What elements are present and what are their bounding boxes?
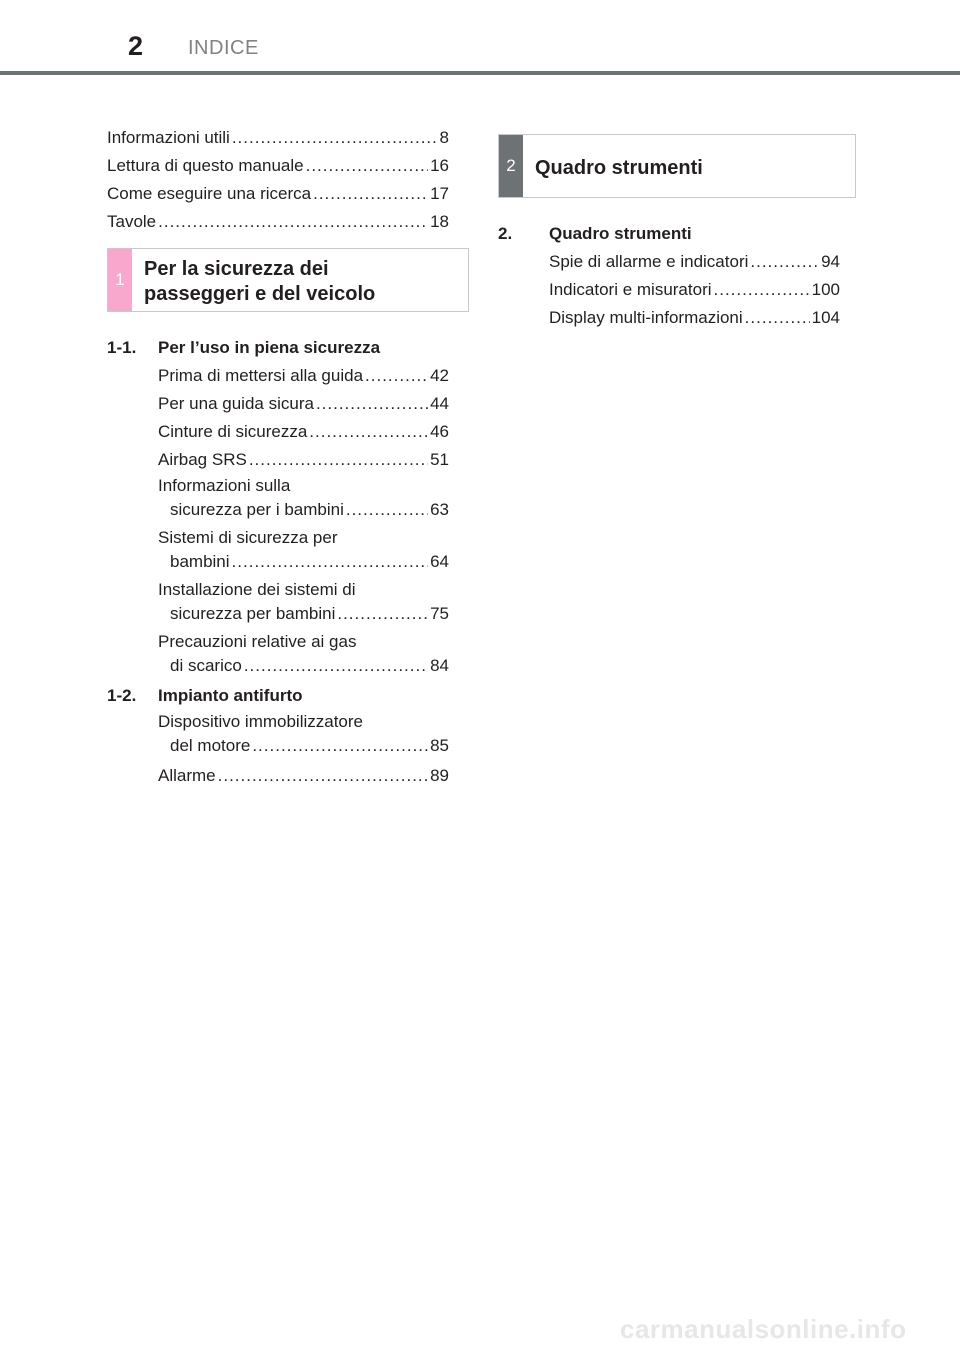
chapter-1-title-line1: Per la sicurezza dei [144,258,329,280]
toc-entry-title: Cinture di sicurezza [158,422,308,441]
leader-dots [346,498,428,522]
toc-entry-title: Informazioni utili [107,128,230,147]
page-header [0,0,960,76]
toc-entry-title: Dispositivo immobilizzatore [158,712,364,731]
toc-entry-title: Spie di allarme e indicatori [549,252,749,271]
chapter-1-tab: 1 [108,249,132,311]
chapter-2-title: Quadro strumenti [535,156,703,179]
toc-entry[interactable] [158,390,449,418]
toc-entry-page: 16 [430,156,449,175]
toc-entry[interactable] [158,418,449,446]
toc-entry[interactable] [107,124,449,152]
toc-entry[interactable] [549,304,840,332]
leader-dots [306,152,428,180]
toc-entry-title: Prima di mettersi alla guida [158,366,364,385]
section-heading[interactable] [498,220,854,248]
toc-entry-page: 100 [811,280,840,299]
chapter-2-tab: 2 [499,135,523,197]
left-column [107,124,449,790]
section-title: Quadro strumenti [549,224,692,243]
toc-entry[interactable] [158,630,449,678]
toc-entry-title: Display multi-informazioni [549,308,743,327]
toc-entry[interactable] [158,446,449,474]
toc-entry-page: 89 [430,766,449,785]
leader-dots [249,446,428,474]
leader-dots [252,734,428,758]
leader-dots [316,390,428,418]
header-divider [0,71,960,75]
toc-entry[interactable] [158,526,449,574]
toc-entry-page: 42 [430,366,449,385]
leader-dots [218,762,428,790]
section-number: 2. [498,224,513,243]
leader-dots [313,180,428,208]
toc-entry-page: 63 [430,500,449,519]
section-title: Impianto antifurto [158,686,303,705]
toc-entry-title-cont: sicurezza per i bambini [170,500,344,519]
toc-entry-title-cont: di scarico [170,656,242,675]
toc-entry-page: 85 [430,736,449,755]
leader-dots [244,654,428,678]
toc-entry[interactable] [158,578,449,626]
page-number: 2 [128,31,144,61]
toc-entry[interactable] [158,710,449,758]
toc-entry-title-cont: bambini [170,552,230,571]
leader-dots [745,304,810,332]
toc-entry-page: 8 [439,128,449,147]
toc-entry[interactable] [158,474,449,522]
section-entries [549,248,840,332]
toc-entry-title: Tavole [107,212,157,231]
toc-entry-title: Precauzioni relative ai gas [158,632,357,651]
toc-entry-page: 51 [430,450,449,469]
leader-dots [232,124,438,152]
toc-entry-page: 75 [430,604,449,623]
section-entries [158,362,449,678]
leader-dots [750,248,819,276]
right-column [498,134,854,332]
toc-entry-page: 44 [430,394,449,413]
toc-entry-page: 84 [430,656,449,675]
toc-entry-page: 94 [821,252,840,271]
toc-entry-title-cont: sicurezza per bambini [170,604,336,623]
section-heading[interactable] [107,682,449,710]
toc-entry[interactable] [158,762,449,790]
chapter-2-header[interactable] [498,134,856,198]
toc-entry[interactable] [107,152,449,180]
toc-entry-page: 18 [430,212,449,231]
leader-dots [232,550,429,574]
toc-entry-title: Informazioni sulla [158,476,291,495]
toc-entry-page: 104 [811,308,840,327]
toc-entry[interactable] [107,208,449,236]
leader-dots [309,418,428,446]
leader-dots [365,362,428,390]
section-heading[interactable] [107,334,449,362]
toc-entry-page: 46 [430,422,449,441]
leader-dots [158,208,428,236]
toc-entry-title: Per una guida sicura [158,394,314,413]
section-title: Per l’uso in piena sicurezza [158,338,381,357]
toc-entry-page: 17 [430,184,449,203]
toc-entry[interactable] [549,248,840,276]
watermark: carmanualsonline.info [620,1314,907,1344]
chapter-1-title [132,249,375,311]
section-number: 1-1. [107,338,137,357]
toc-entry-title-cont: del motore [170,736,251,755]
toc-entry[interactable] [158,362,449,390]
section-number: 1-2. [107,686,137,705]
toc-entry[interactable] [549,276,840,304]
toc-entry-title: Airbag SRS [158,450,247,469]
chapter-1-header[interactable] [107,248,469,312]
leader-dots [714,276,810,304]
toc-entry[interactable] [107,180,449,208]
intro-list [107,124,449,236]
chapter-1-title-line2: passeggeri e del veicolo [144,283,376,305]
page-title: INDICE [188,37,259,59]
toc-entry-title: Allarme [158,766,216,785]
toc-entry-title: Installazione dei sistemi di [158,580,356,599]
toc-entry-title: Sistemi di sicurezza per [158,528,338,547]
toc-entry-page: 64 [430,552,449,571]
toc-entry-title: Come eseguire una ricerca [107,184,312,203]
leader-dots [337,602,428,626]
toc-entry-title: Indicatori e misuratori [549,280,712,299]
section-entries [158,710,449,790]
toc-entry-title: Lettura di questo manuale [107,156,304,175]
